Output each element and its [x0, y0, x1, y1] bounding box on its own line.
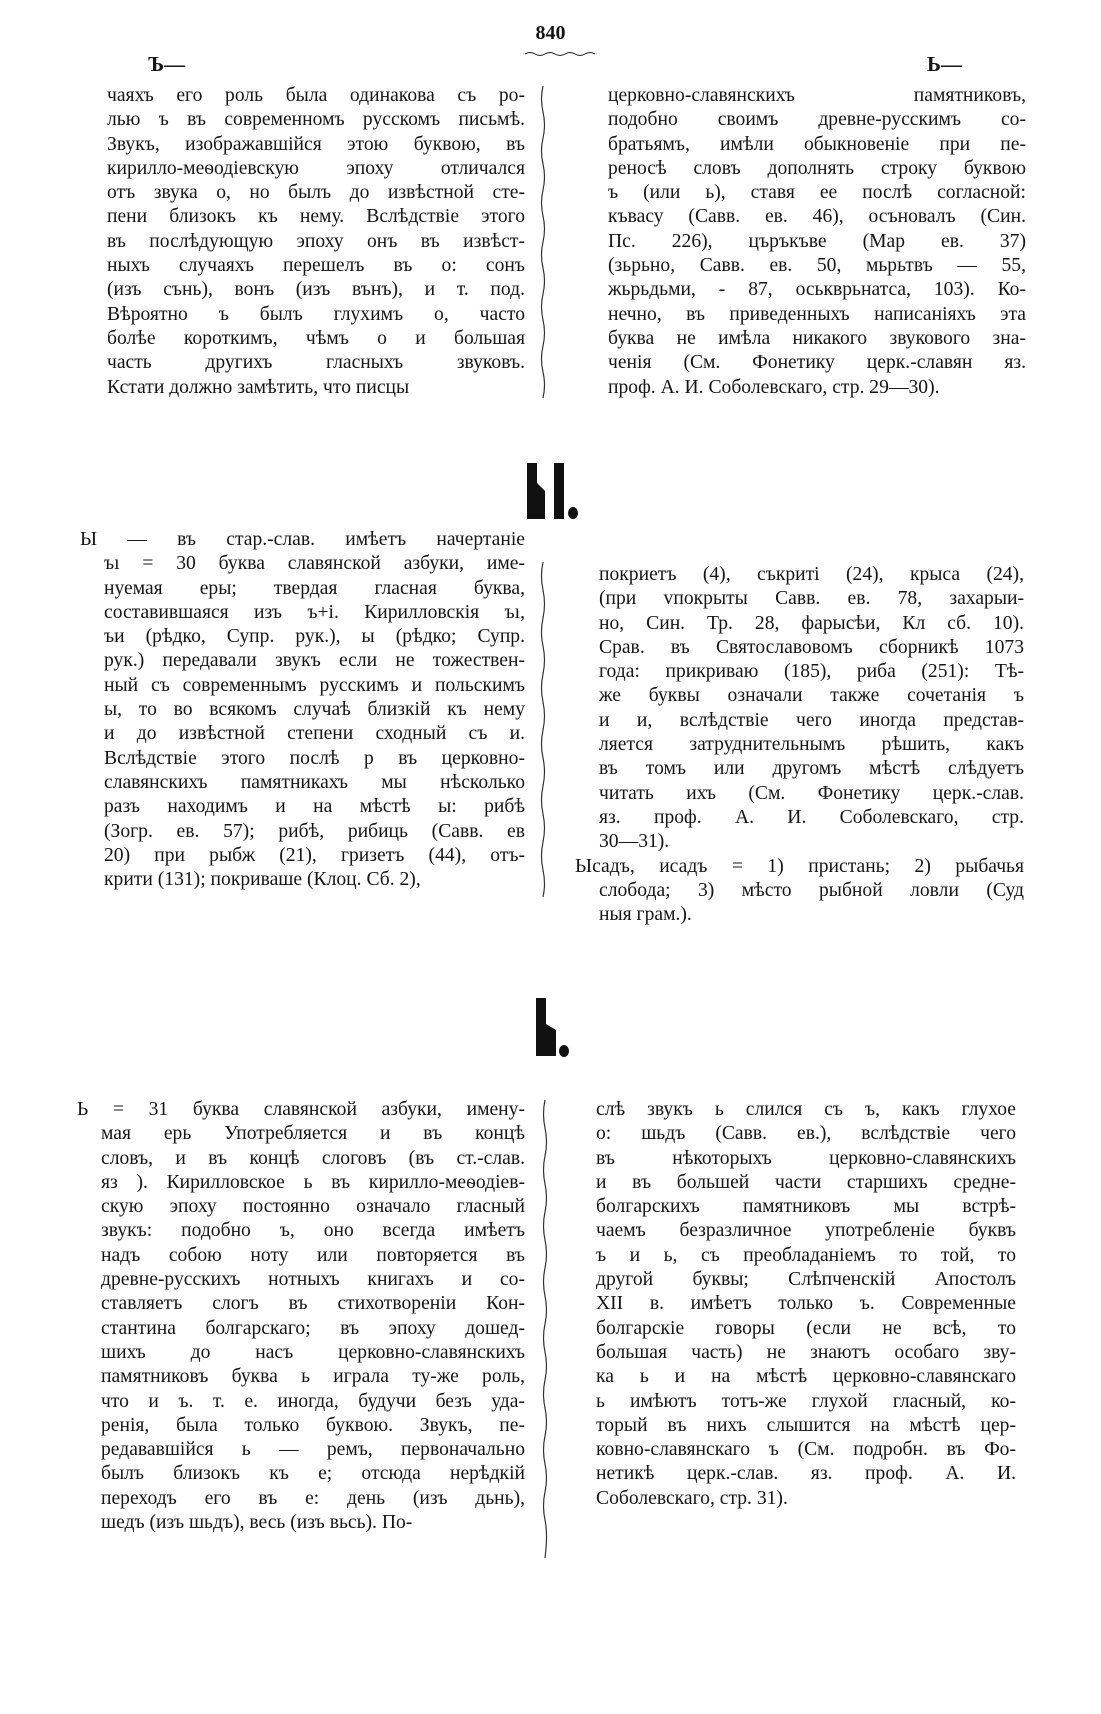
text-line: ы, то во всякомъ случаѣ близкiй къ нему: [104, 699, 525, 721]
text-line: ка ь и на мѣстѣ церковно-славянскаго: [596, 1366, 1016, 1388]
text-line: памятниковъ буква ь играла ту-же роль,: [101, 1366, 525, 1388]
entry-isad: [575, 855, 1024, 928]
paragraph: [599, 563, 1024, 855]
text-line: нетикѣ церк.-слав. яз. проф. А. И.: [596, 1463, 1016, 1485]
text-line: (Зогр. ев. 57); рибѣ, рибиць (Савв. ев: [104, 820, 525, 842]
column-divider: [539, 562, 547, 897]
text-line: словъ, и въ концѣ слоговъ (въ ст.-слав.: [101, 1147, 525, 1169]
text-line: ренiя, была только буквою. Звукъ, пе-: [101, 1414, 525, 1436]
yery-letter-glyph: [521, 455, 581, 521]
text-line: чаемъ безразличное употребленiе буквъ: [596, 1220, 1016, 1242]
section-heading-yer: [0, 992, 1101, 1058]
text-line: 20) при рыбж (21), гризетъ (44), отъ-: [104, 844, 525, 866]
text-line: ъı = 30 буква славянской азбуки, име-: [104, 553, 525, 575]
text-line: (при vпокрыты Савв. ев. 78, захарыи-: [599, 588, 1024, 610]
text-line: болгарскiе говоры (если не всѣ, то: [596, 1317, 1016, 1339]
text-line: ставляетъ слогъ въ стихотворенiи Кон-: [101, 1293, 525, 1315]
yery-right-column: [575, 563, 1024, 927]
text-line: звукъ: подобно ъ, оно всегда имѣетъ: [101, 1220, 525, 1242]
text-line: но, Син. Тр. 28, фарысѣи, Кл сб. 10).: [599, 612, 1024, 634]
text-line: разъ находимъ и на мѣстѣ ы: рибѣ: [104, 796, 525, 818]
text-line: и и, вслѣдствiе чего иногда представ-: [599, 709, 1024, 731]
text-line: рук.) передавали звукъ если не тожествен-: [104, 650, 525, 672]
column-divider: [539, 86, 547, 398]
text-line: пени близокъ къ нему. Вслѣдствiе этого: [107, 206, 525, 228]
text-line: покриетъ (4), съкритi (24), крыса (24),: [599, 564, 1024, 585]
text-line: яз ). Кирилловское ь въ кирилло-меѳодiев-: [101, 1171, 525, 1193]
text-line: Вслѣдствiе этого послѣ р въ церковно-: [104, 747, 525, 769]
text-line: древне-русскихъ нотныхъ книгахъ и со-: [101, 1269, 525, 1291]
text-line: братьямъ, имѣли обыкновенiе при пе-: [608, 133, 1026, 155]
text-line: мая ерь Употребляется и въ концѣ: [101, 1123, 525, 1145]
text-line: слобода; 3) мѣсто рыбной ловли (Суд: [599, 879, 1024, 901]
text-line: проф. А. И. Соболевскаго, стр. 29—30).: [608, 376, 940, 398]
top-right-column: [608, 84, 1026, 400]
text-line: и до извѣстной степени сходный съ и.: [104, 723, 525, 745]
page-number: 840: [535, 22, 566, 44]
text-line: жьрьдьми, - 87, оськврьнатса, 103). Ко-: [608, 279, 1026, 301]
top-left-column: [107, 84, 525, 400]
text-line: крити (131); покриваше (Клоц. Сб. 2),: [104, 869, 421, 891]
text-line: ныя грам.).: [599, 904, 692, 926]
text-line: редававшiйся ь — ремъ, первоначально: [101, 1439, 525, 1461]
text-line: что и ъ. т. е. иногда, будучи безъ уда-: [101, 1390, 525, 1412]
text-line: славянскихъ памятникахъ мы нѣсколько: [104, 771, 525, 793]
page-number-ornament: [525, 51, 595, 57]
text-line: отъ звука о, но былъ до извѣстной сте-: [107, 182, 525, 204]
running-head-right: Ь—: [927, 52, 962, 76]
text-line: ъи (рѣдко, Супр. рук.), ы (рѣдко; Супр.: [104, 626, 525, 648]
text-line: ь имѣютъ тотъ-же глухой гласный, ко-: [596, 1390, 1016, 1412]
section-heading-yery: [0, 455, 1101, 521]
text-line: большая часть) не знаютъ особаго зву-: [596, 1341, 1016, 1363]
text-line: Ысадъ, исадъ = 1) пристань; 2) рыбачья: [575, 855, 1024, 877]
text-line: былъ близокъ къ е; отсюда нерѣдкiй: [101, 1463, 525, 1485]
text-line: лью ъ въ современномъ русскомъ письмѣ.: [107, 109, 525, 131]
paragraph: [77, 1098, 525, 1535]
yer-left-column: [77, 1098, 525, 1535]
text-line: кирилло-меѳодiевскую эпоху отличался: [107, 157, 525, 179]
text-line: Пс. 226), църъкъве (Мар ев. 37): [608, 230, 1026, 252]
text-line: въ томъ или другомъ мѣстѣ слѣдуетъ: [599, 758, 1024, 780]
text-line: ъ и ь, съ преобладанiемъ то той, то: [596, 1244, 1016, 1266]
paragraph: [596, 1098, 1016, 1511]
text-line: въ послѣдующую эпоху онъ въ извѣст-: [107, 230, 525, 252]
text-line: ъ (или ь), ставя ее послѣ согласной:: [608, 182, 1026, 204]
text-line: составившаяся изъ ъ+i. Кирилловскiя ъı,: [104, 601, 525, 623]
text-line: чаяхъ его роль была одинакова съ ро-: [107, 85, 525, 106]
text-line: XII в. имѣетъ только ъ. Современные: [596, 1293, 1016, 1315]
text-line: шедъ (изъ шьдъ), весь (изъ вьсь). По-: [101, 1512, 413, 1534]
text-line: Соболевскаго, стр. 31).: [596, 1487, 788, 1509]
text-line: ляется затруднительнымъ рѣшить, какъ: [599, 734, 1024, 756]
text-line: болгарскихъ памятниковъ мы встрѣ-: [596, 1196, 1016, 1218]
text-line: ковно-славянскаго ъ (См. подробн. въ Фо-: [596, 1439, 1016, 1461]
running-head-left: Ъ—: [148, 52, 186, 76]
text-line: (изъ сънь), вонъ (изъ вънъ), и т. под.: [107, 279, 525, 301]
text-line: о: шьдъ (Савв. ев.), вслѣдствiе чего: [596, 1123, 1016, 1145]
text-line: переходъ его въ е: день (изъ дьнь),: [101, 1487, 525, 1509]
text-line: и въ большей части старшихъ средне-: [596, 1171, 1016, 1193]
text-line: болѣе короткимъ, чѣмъ о и большая: [107, 327, 525, 349]
text-line: подобно своимъ древне-русскимъ со-: [608, 109, 1026, 131]
text-line: яз. проф. А. И. Соболевскаго, стр.: [599, 806, 1024, 828]
paragraph: [107, 84, 525, 400]
text-line: стантина болгарскаго; въ эпоху дошед-: [101, 1317, 525, 1339]
text-line: Вѣроятно ъ былъ глухимъ о, часто: [107, 303, 525, 325]
text-line: ченiя (См. Фонетику церк.-славян яз.: [608, 352, 1026, 374]
text-line: часть другихъ гласныхъ звуковъ.: [107, 352, 525, 374]
text-line: Кстати должно замѣтить, что писцы: [107, 376, 410, 398]
yer-right-column: [596, 1098, 1016, 1511]
text-line: надъ собою ноту или повторяется въ: [101, 1244, 525, 1266]
text-line: ный съ современнымъ русскимъ и польскимъ: [104, 674, 525, 696]
text-line: Срав. въ Святославовомъ сборникѣ 1073: [599, 636, 1024, 658]
text-line: Звукъ, изображавшiйся этою буквою, въ: [107, 133, 525, 155]
yery-left-column: [80, 528, 525, 892]
text-line: же буквы означали также сочетанiя ъ: [599, 685, 1024, 707]
text-line: торый въ нихъ слышится на мѣстѣ цер-: [596, 1414, 1016, 1436]
text-line: года: прикриваю (185), риба (251): Тѣ-: [599, 661, 1024, 683]
text-line: 30—31).: [599, 831, 670, 853]
text-line: (зьрьно, Савв. ев. 50, мьрьтвъ — 55,: [608, 255, 1026, 277]
text-line: въ нѣкоторыхъ церковно-славянскихъ: [596, 1147, 1016, 1169]
text-line: слѣ звукъ ь слился съ ъ, какъ глухое: [596, 1099, 1016, 1120]
text-line: церковно-славянскихъ памятниковъ,: [608, 85, 1026, 106]
yer-letter-glyph: [526, 992, 576, 1058]
text-line: реносѣ словъ дополнять строку буквою: [608, 157, 1026, 179]
text-line: нечно, въ приведенныхъ написанiяхъ эта: [608, 303, 1026, 325]
text-line: къвасу (Савв. ев. 46), осъновалъ (Син.: [608, 206, 1026, 228]
text-line: шихъ до насъ церковно-славянскихъ: [101, 1341, 525, 1363]
text-line: Ы — въ стар.-слав. имѣетъ начертанiе: [80, 529, 525, 550]
paragraph: [608, 84, 1026, 400]
text-line: нуемая еры; твердая гласная буква,: [104, 577, 525, 599]
text-line: ныхъ случаяхъ перешелъ въ о: сонъ: [107, 255, 525, 277]
text-line: Ь = 31 буква славянской азбуки, имену-: [77, 1099, 525, 1120]
text-line: буква не имѣла никакого звукового зна-: [608, 327, 1026, 349]
text-line: скую эпоху постоянно означало гласный: [101, 1196, 525, 1218]
text-line: другой буквы; Слѣпченскiй Апостолъ: [596, 1269, 1016, 1291]
text-line: читать ихъ (См. Фонетику церк.-слав.: [599, 782, 1024, 804]
column-divider: [541, 1100, 549, 1558]
paragraph: [80, 528, 525, 892]
